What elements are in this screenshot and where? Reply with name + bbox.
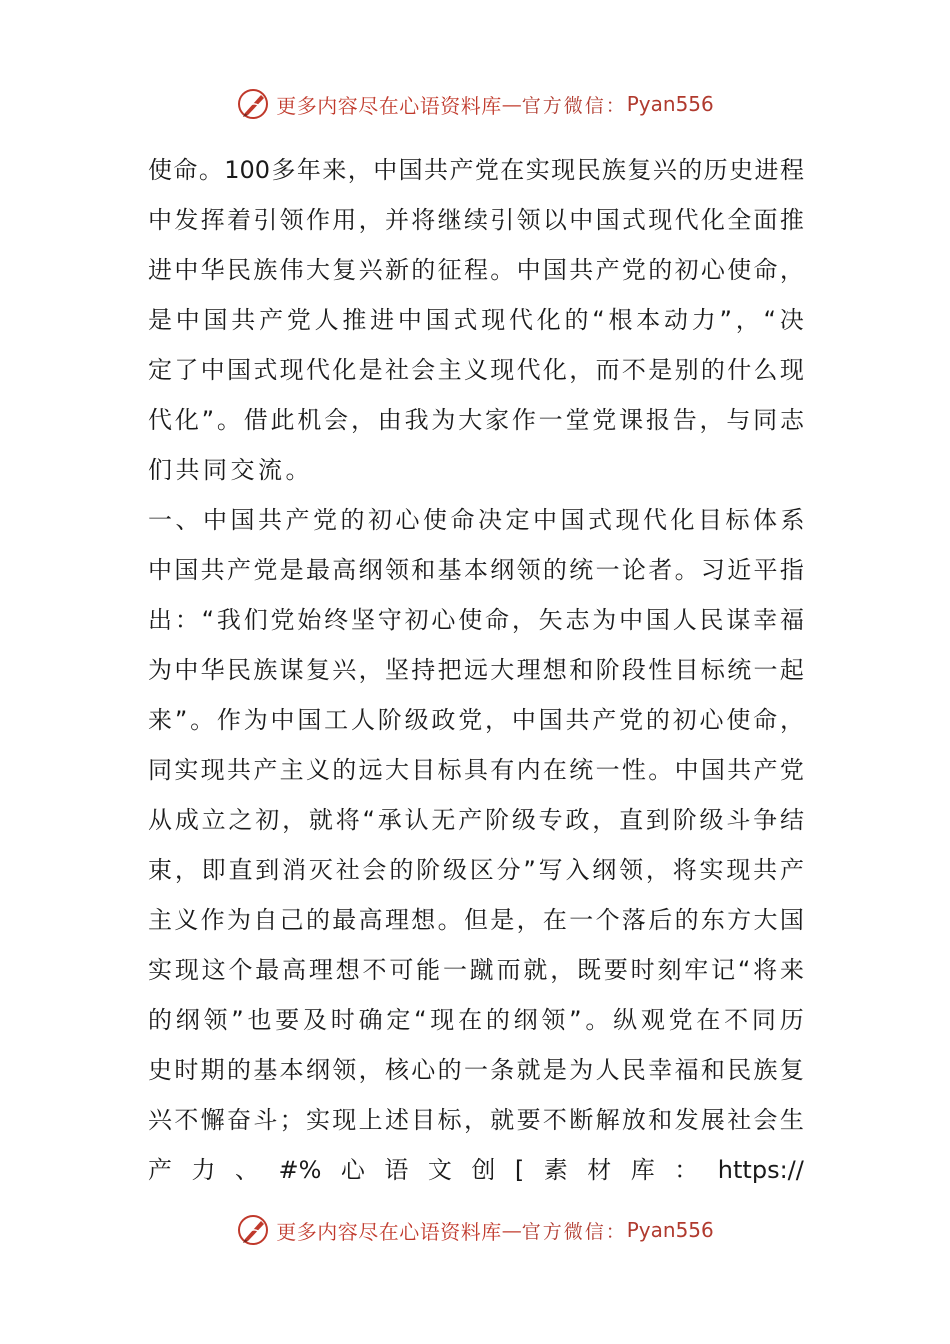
banner-wechat-id: Pyan556 <box>626 1218 714 1242</box>
body-line: 定 了 中 国 式 现 代 化 是 社 会 主 义 现 代 化 ， 而 不 是 别 的 什 么 现 <box>148 356 804 384</box>
body-line: 兴 不 懈 奋 斗 ； 实 现 上 述 目 标 ， 就 要 不 断 解 放 和 发 展 社 会 生 <box>148 1106 804 1134</box>
document-body <box>148 145 808 1195</box>
body-line: 出 ： “ 我 们 党 始 终 坚 守 初 心 使 命 ， 矢 志 为 中 国 人 民 谋 幸 福 <box>148 606 804 634</box>
body-line: 来 ” 。 作 为 中 国 工 人 阶 级 政 党 ， 中 国 共 产 党 的 初 心 使 命 ， <box>148 706 804 734</box>
header-banner <box>0 82 950 126</box>
body-line: 中 国 共 产 党 是 最 高 纲 领 和 基 本 纲 领 的 统 一 论 者 。 习 近 平 指 <box>148 556 804 584</box>
banner-wechat-label: 官方微信： <box>521 1220 627 1243</box>
section-heading: 一、中国共产党的初心使命决定中国式现代化目标体系 <box>148 506 808 534</box>
body-line: 们共同交流。 <box>148 456 313 484</box>
body-line: 的 纲 领 ” 也 要 及 时 确 定 “ 现 在 的 纲 领 ” 。 纵 观 党 在 不 同 历 <box>148 1006 804 1034</box>
banner-separator: — <box>501 1218 522 1242</box>
pen-logo-icon <box>236 86 272 122</box>
pen-logo-icon <box>236 1212 272 1248</box>
body-line: 史 时 期 的 基 本 纲 领 ， 核 心 的 一 条 就 是 为 人 民 幸 福 和 民 族 复 <box>148 1056 804 1084</box>
body-line: 实 现 这 个 最 高 理 想 不 可 能 一 蹴 而 就 ， 既 要 时 刻 牢 记 “ 将 来 <box>148 956 804 984</box>
banner-wechat-label: 官方微信： <box>521 94 627 117</box>
body-line: 主 义 作 为 自 己 的 最 高 理 想 。 但 是 ， 在 一 个 落 后 的 东 方 大 国 <box>148 906 804 934</box>
body-line: 使 命 。 100 多 年 来 ， 中 国 共 产 党 在 实 现 民 族 复 兴 的 历 史 进 程 <box>148 156 804 184</box>
footer-banner <box>0 1208 950 1252</box>
body-line: 束 ， 即 直 到 消 灭 社 会 的 阶 级 区 分 ” 写 入 纲 领 ， 将 实 现 共 产 <box>148 856 804 884</box>
body-line: 产 力 、 #% 心 语 文 创 [ 素 材 库 ： https:// <box>148 1156 804 1184</box>
body-line: 代 化 ” 。 借 此 机 会 ， 由 我 为 大 家 作 一 堂 党 课 报 告 ， 与 同 志 <box>148 406 804 434</box>
banner-brand-text: 更多内容尽在心语资料库 <box>276 93 502 118</box>
body-line: 同 实 现 共 产 主 义 的 远 大 目 标 具 有 内 在 统 一 性 。 中 国 共 产 党 <box>148 756 804 784</box>
banner-wechat-id: Pyan556 <box>626 92 714 116</box>
body-line: 进 中 华 民 族 伟 大 复 兴 新 的 征 程 。 中 国 共 产 党 的 初 心 使 命 ， <box>148 256 804 284</box>
body-line: 是 中 国 共 产 党 人 推 进 中 国 式 现 代 化 的 “ 根 本 动 力 ” ， “ 决 <box>148 306 804 334</box>
body-line: 为 中 华 民 族 谋 复 兴 ， 坚 持 把 远 大 理 想 和 阶 段 性 目 标 统 一 起 <box>148 656 804 684</box>
banner-brand-text: 更多内容尽在心语资料库 <box>276 1219 502 1244</box>
body-line: 从 成 立 之 初 ， 就 将 “ 承 认 无 产 阶 级 专 政 ， 直 到 阶 级 斗 争 结 <box>148 806 804 834</box>
body-line: 中 发 挥 着 引 领 作 用 ， 并 将 继 续 引 领 以 中 国 式 现 代 化 全 面 推 <box>148 206 804 234</box>
banner-separator: — <box>501 92 522 116</box>
